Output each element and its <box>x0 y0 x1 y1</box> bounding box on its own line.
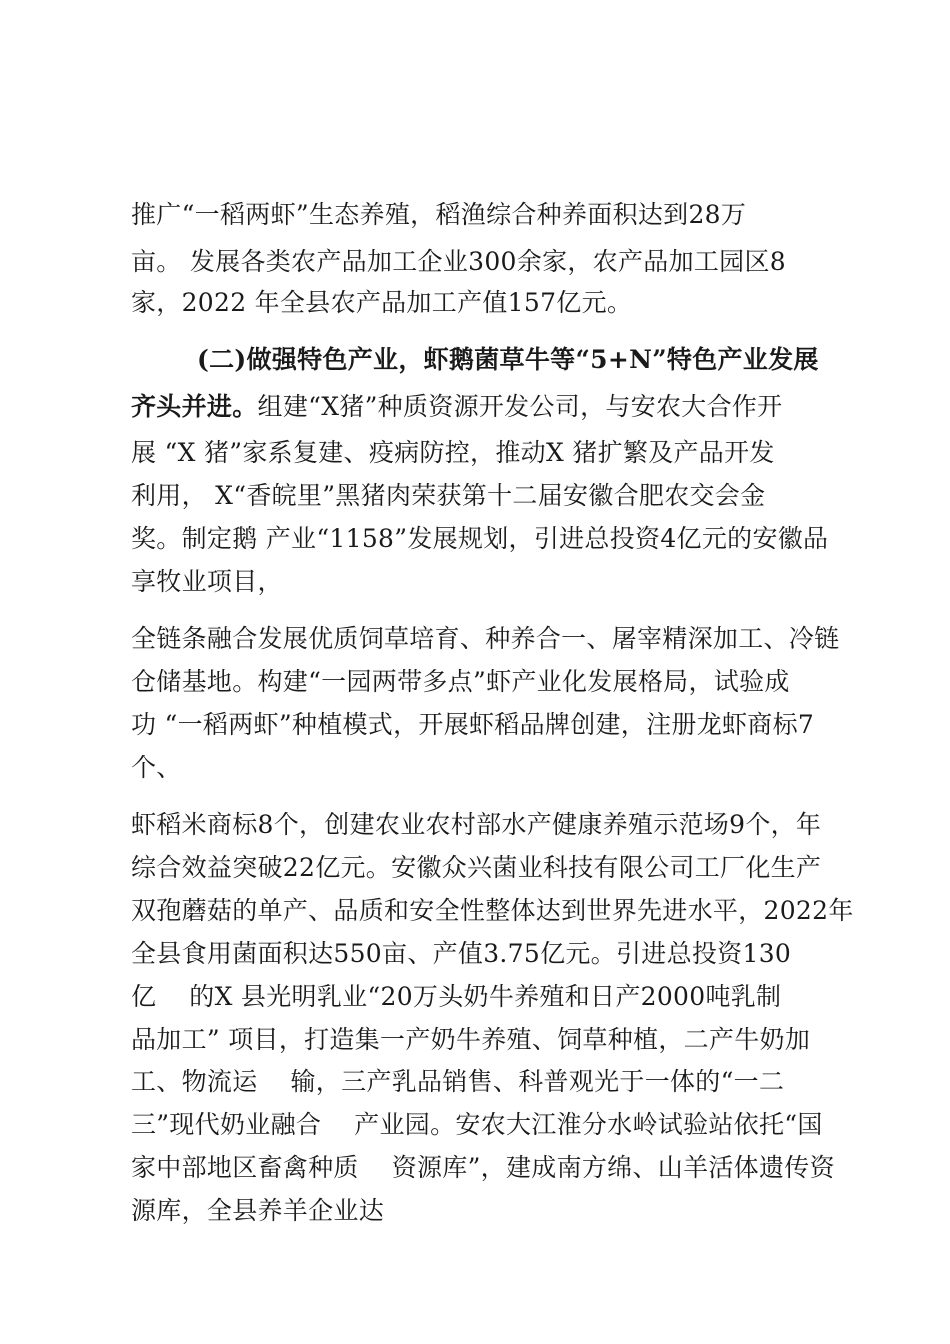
text-line: 展 “X 猪”家系复建、疫病防控，推动X 猪扩繁及产品开发 <box>131 438 775 467</box>
text-line: 享牧业项目， <box>131 567 283 596</box>
text-line: 源库，全县养羊企业达 <box>131 1196 385 1225</box>
text-line: 亩。 发展各类农产品加工企业300余家，农产品加工园区8 <box>131 247 786 276</box>
text-line: 全县食用菌面积达550亩、产值3.75亿元。引进总投资130 <box>131 939 792 968</box>
text-line <box>131 391 782 423</box>
text-line: 仓储基地。构建“一园两带多点”虾产业化发展格局，试验成 <box>131 667 790 696</box>
text-line: 推广“一稻两虾”生态养殖，稻渔综合种养面积达到28万 <box>131 200 747 229</box>
text-line: 工、物流运 输，三产乳品销售、科普观光于一体的“一二 <box>131 1067 785 1096</box>
section-heading: (二)做强特色产业，虾鹅菌草牛等“5+N”特色产业发展 <box>197 345 819 374</box>
text-line: 综合效益突破22亿元。安徽众兴菌业科技有限公司工厂化生产 <box>131 853 822 882</box>
section-heading-end: 齐头并进。 <box>131 392 258 421</box>
text-line: 全链条融合发展优质饲草培育、种养合一、屠宰精深加工、冷链 <box>131 624 840 653</box>
text-line: 虾稻米商标8个，创建农业农村部水产健康养殖示范场9个，年 <box>131 810 822 839</box>
text-line: 家中部地区畜禽种质 资源库”，建成南方绵、山羊活体遗传资 <box>131 1153 835 1182</box>
text-line: 品加工” 项目，打造集一产奶牛养殖、饲草种植，二产牛奶加 <box>131 1025 811 1054</box>
text-line: 利用， X“香皖里”黑猪肉荣获第十二届安徽合肥农交会金 <box>131 481 766 510</box>
text-line: 三”现代奶业融合 产业园。安农大江淮分水岭试验站依托“国 <box>131 1110 823 1139</box>
text-span: 组建“X猪”种质资源开发公司，与安农大合作开 <box>257 392 783 421</box>
text-line: 家，2022 年全县农产品加工产值157亿元。 <box>131 288 633 317</box>
text-line: 亿 的X 县光明乳业“20万头奶牛养殖和日产2000吨乳制 <box>131 982 782 1011</box>
text-line: 个、 <box>131 753 182 782</box>
text-line: 功 “一稻两虾”种植模式，开展虾稻品牌创建，注册龙虾商标7 <box>131 710 815 739</box>
text-line: 奖。制定鹅 产业“1158”发展规划，引进总投资4亿元的安徽品 <box>131 524 829 553</box>
text-line: 双孢蘑菇的单产、品质和安全性整体达到世界先进水平，2022年 <box>131 896 854 925</box>
